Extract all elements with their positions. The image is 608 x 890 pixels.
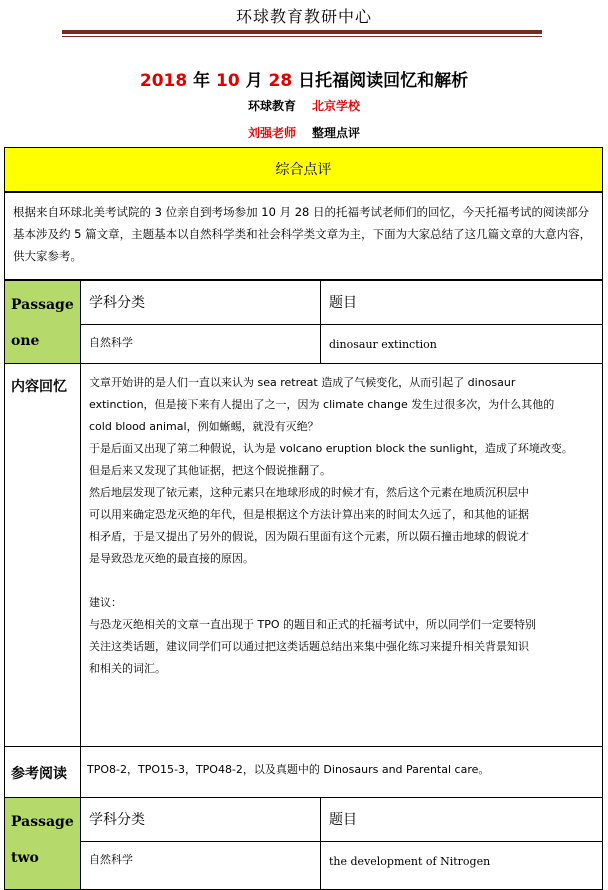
recall-line: extinction，但是接下来有人提出了之一，因为 climate change 发生过很多次，为什么其他的 bbox=[89, 398, 555, 411]
passage-one-label-a: Passage bbox=[11, 297, 74, 313]
recall-label: 内容回忆 bbox=[11, 379, 67, 395]
topic-header-text: 题目 bbox=[329, 295, 357, 311]
recall-line: 和相关的词汇。 bbox=[89, 662, 166, 675]
title-month: 10 bbox=[216, 71, 240, 91]
byline-teacher: 刘强老师 bbox=[247, 126, 296, 140]
recall-line: 于是后面又出现了第二种假说，认为是 volcano eruption block the sunlight，造成了环境改变。 bbox=[89, 442, 573, 455]
recall-line: 是导致恐龙灭绝的最直接的原因。 bbox=[89, 552, 254, 565]
byline-role: 整理点评 bbox=[312, 126, 361, 140]
recall-line: 文章开始讲的是人们一直以来认为 sea retreat 造成了气候变化，从而引起了 dinosaur bbox=[89, 376, 516, 389]
passage-one-label bbox=[4, 280, 81, 364]
passage-two-topic-header bbox=[320, 797, 603, 842]
ref-text: TPO8-2，TPO15-3，TPO48-2，以及真题中的 Dinosaurs and Parental care。 bbox=[87, 763, 490, 776]
byline-school: 北京学校 bbox=[312, 99, 361, 113]
header-rule bbox=[62, 30, 542, 34]
recall-content bbox=[80, 363, 603, 747]
recall-label-cell bbox=[4, 363, 81, 747]
recall-line: 关注这类话题，建议同学们可以通过把这类话题总结出来集中强化练习来提升相关背景知识 bbox=[89, 640, 529, 653]
passage-two-label bbox=[4, 797, 81, 890]
title-day: 28 bbox=[268, 71, 293, 91]
topic-value: dinosaur extinction bbox=[329, 338, 437, 351]
passage-one-category bbox=[80, 324, 321, 364]
recall-line: 但是后来又发现了其他证据，把这个假说推翻了。 bbox=[89, 464, 331, 477]
byline-line-2 bbox=[0, 124, 608, 141]
page-title bbox=[0, 66, 608, 91]
passage-one-category-header bbox=[80, 280, 321, 325]
summary-text: 根据来自环球北美考试院的 3 位亲自到考场参加 10 月 28 日的托福考试老师们的回忆，今天托福考试的阅读部分基本涉及约 5 篇文章，主题基本以自然科学类和社会科学类文章为主，下面为大家总结了这几篇文章的大意内容，供大家参考。 bbox=[4, 192, 603, 280]
title-month-unit: 月 bbox=[239, 71, 269, 91]
passage-one-topic-header bbox=[320, 280, 603, 325]
title-year: 2018 bbox=[139, 71, 188, 91]
recall-line: 相矛盾，于是又提出了另外的假说，因为陨石里面有这个元素，所以陨石撞击地球的假说才 bbox=[89, 530, 529, 543]
ref-content bbox=[80, 746, 603, 798]
category-value: 自然科学 bbox=[89, 853, 133, 866]
passage-two-category bbox=[80, 841, 321, 890]
title-rest: 日托福阅读回忆和解析 bbox=[292, 71, 469, 91]
summary-heading: 综合点评 bbox=[4, 147, 603, 192]
recall-line: cold blood animal，例如蜥蜴，就没有灭绝？ bbox=[89, 420, 319, 433]
topic-header-text: 题目 bbox=[329, 812, 357, 828]
recall-line: 可以用来确定恐龙灭绝的年代，但是根据这个方法计算出来的时间太久远了，和其他的证据 bbox=[89, 508, 529, 521]
ref-label-cell bbox=[4, 746, 81, 798]
recall-line: 建议： bbox=[89, 596, 122, 609]
passage-one-label-b: one bbox=[11, 333, 40, 349]
ref-label: 参考阅读 bbox=[11, 766, 67, 782]
passage-two-topic bbox=[320, 841, 603, 890]
passage-two-category-header bbox=[80, 797, 321, 842]
category-header-text: 学科分类 bbox=[89, 812, 145, 828]
category-header-text: 学科分类 bbox=[89, 295, 145, 311]
recall-line bbox=[89, 570, 592, 592]
byline-line-1 bbox=[0, 97, 608, 114]
byline-org: 环球教育 bbox=[247, 99, 296, 113]
passage-two-label-a: Passage bbox=[11, 814, 74, 830]
header-rule-thin bbox=[62, 36, 542, 37]
passage-two-label-b: two bbox=[11, 850, 39, 866]
recall-lines bbox=[81, 364, 602, 680]
recall-line: 与恐龙灭绝相关的文章一直出现于 TPO 的题目和正式的托福考试中，所以同学们一定要特别 bbox=[89, 618, 537, 631]
category-value: 自然科学 bbox=[89, 336, 133, 349]
header-org: 环球教育教研中心 bbox=[235, 7, 372, 26]
title-year-unit: 年 bbox=[187, 71, 217, 91]
recall-line: 然后地层发现了铱元素，这种元素只在地球形成的时候才有，然后这个元素在地质沉积层中 bbox=[89, 486, 529, 499]
passage-one-topic bbox=[320, 324, 603, 364]
topic-value: the development of Nitrogen bbox=[329, 855, 491, 868]
